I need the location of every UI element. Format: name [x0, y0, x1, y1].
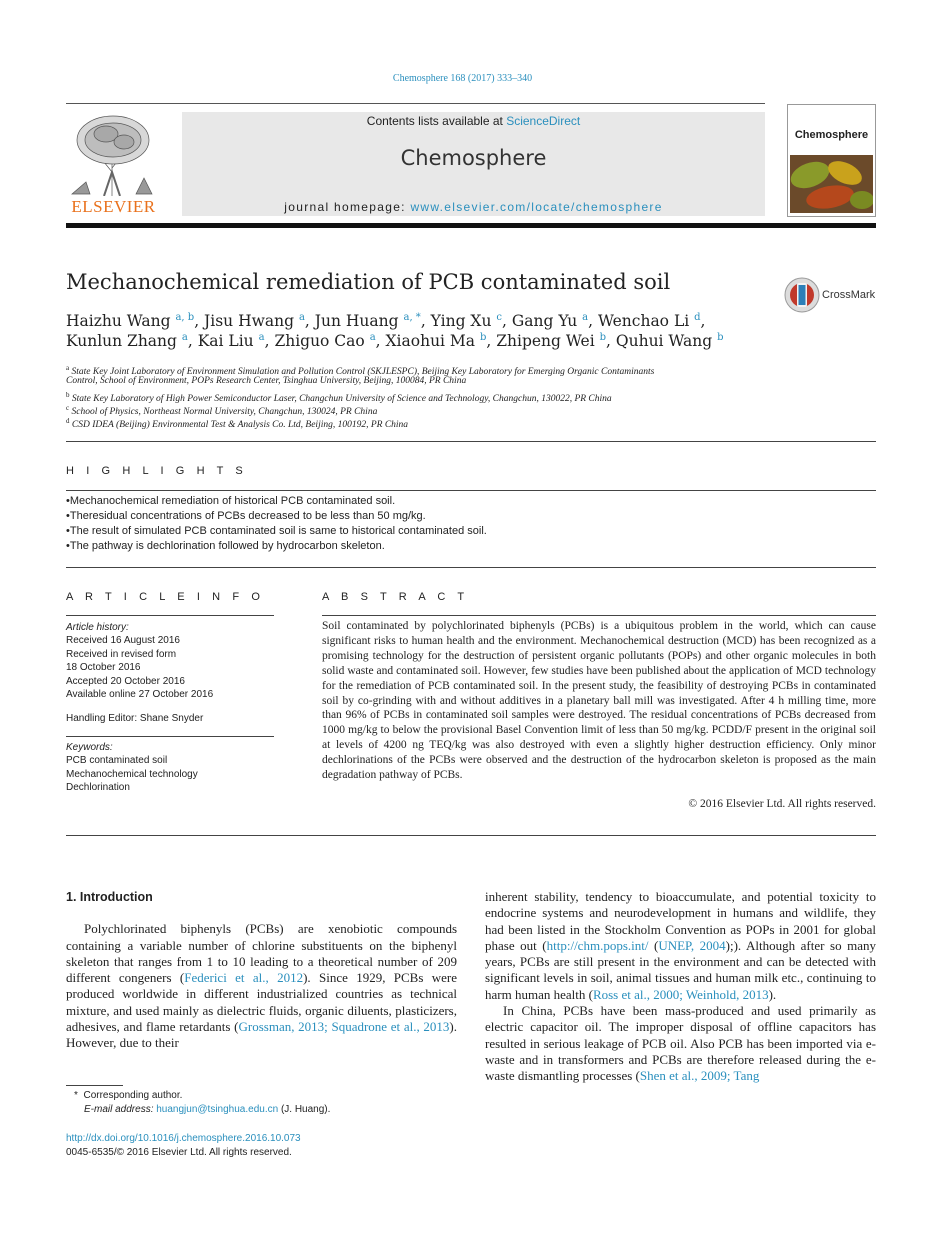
highlight-item: • Mechanochemical remediation of historical PCB contaminated soil. [66, 494, 487, 509]
divider-affiliations [66, 441, 876, 442]
author-affiliation-mark[interactable]: b [599, 332, 607, 343]
affiliation-line: $^d$ CSD IDEA (Beijing) Environmental Test & Analysis Co. Ltd, Beijing, 100192, PR China [66, 417, 409, 431]
intro-paragraph: Polychlorinated biphenyls (PCBs) are xenobiotic compounds containing a variable number of chlorine substituents on the biphenyl skeleton that ranges from 1 to 10 leading to a theoretical number of 209 different congeners (Federici et al., 2012). Since 1929, PCBs were produced worldwide in different industrialized countries as technical mixture, and used mainly as dielectric fluids, organic diluents, plasticizers, adhesives, and flame retardants (Grossman, 2013; Squadrone et al., 2013). However, due to their [66, 921, 458, 1051]
journal-name: Chemosphere [400, 146, 547, 170]
author-name: Ying Xu [430, 312, 492, 331]
cover-leaves-image [790, 155, 873, 213]
author-affiliation-mark[interactable]: a [298, 312, 305, 323]
author-affiliation-mark[interactable]: a [582, 312, 589, 323]
footnote-rule [66, 1085, 123, 1086]
article-info [66, 621, 274, 726]
affiliation-line: $^a$ State Key Joint Laboratory of Environment Simulation and Pollution Control (SKJLESPC), Beijing Key Laboratory for Emerging Organic Contaminants [66, 364, 655, 378]
author-affiliation-mark[interactable]: d [694, 312, 701, 323]
author-name: Jun Huang [314, 312, 399, 331]
article-title: Mechanochemical remediation of PCB contaminated soil [66, 270, 671, 294]
ref-link[interactable]: http://chm.pops.int/ [546, 937, 649, 953]
ref-link[interactable]: Ross et al., 2000; Weinhold, 2013 [592, 986, 769, 1002]
ref-link[interactable]: Shen et al., 2009; Tang [639, 1068, 760, 1084]
email-label: E-mail address: [84, 1103, 157, 1115]
affiliation-line: $^b$ State Key Laboratory of High Power Semiconductor Laser, Changchun University of Science and Technology, Changchun, 130022, PR China [66, 390, 612, 404]
footnote: * Corresponding author. E-mail address: huangjun@tsinghua.edu.cn (J. Huang). [74, 1090, 331, 1115]
authors-line-2: Kunlun Zhang $^a$, Kai Liu $^a$, Zhiguo Cao $^a$, Xiaohui Ma $^b$, Zhipeng Wei $^b$, Quhui Wang $^b$ [66, 332, 724, 351]
journal-banner [182, 112, 765, 216]
history-line: Accepted 20 October 2016 [66, 675, 185, 687]
history-line: Available online 27 October 2016 [66, 689, 214, 701]
author-name: Zhiguo Cao [274, 332, 365, 351]
author-name: Wenchao Li [597, 312, 690, 331]
ref-link[interactable]: Federici et al., 2012 [184, 970, 304, 986]
intro-paragraph-2: In China, PCBs have been mass-produced and used primarily as electric capacitor oil. The improper disposal of offline capacitors has resulted in serious leakage of PCB oil. Also PCB has been imported via e-waste and in transformers and PCBs are therefore released during the e-waste dismantling processes (Shen et al., 2009; Tang [485, 1003, 876, 1084]
crossmark-label: CrossMark [822, 289, 876, 301]
contents-line: Contents lists available at ScienceDirect [366, 114, 581, 128]
author-name: Zhipeng Wei [496, 332, 595, 351]
author-affiliation-mark[interactable]: a [181, 332, 188, 343]
author-name: Jisu Hwang [204, 312, 295, 331]
body-left-column [66, 889, 457, 1052]
crossmark-badge[interactable] [784, 277, 884, 313]
journal-cover[interactable] [787, 104, 876, 217]
highlights-list [66, 494, 487, 554]
keyword-item: PCB contaminated soil [66, 755, 168, 767]
affiliation-mark: a [66, 364, 70, 372]
cover-title: Chemosphere [794, 129, 869, 141]
elsevier-wordmark: ELSEVIER [71, 197, 156, 216]
highlight-item: • The pathway is dechlorination followed by hydrocarbon skeleton. [66, 539, 487, 554]
elsevier-tree-icon [66, 112, 161, 196]
author-affiliation-mark[interactable]: b [479, 332, 487, 343]
handling-editor: Handling Editor: Shane Snyder [66, 713, 204, 725]
affiliation-line: Control, School of Environment, POPs Research Center, Tsinghua University, Beijing, 100084, PR China [66, 376, 467, 387]
abstract-label: A B S T R A C T [322, 591, 469, 603]
crossmark-icon [784, 277, 820, 313]
journal-homepage: journal homepage: www.elsevier.com/locate/chemosphere [284, 200, 663, 214]
author-affiliation-mark[interactable]: a, b [175, 312, 195, 323]
elsevier-logo[interactable] [66, 112, 161, 217]
affiliation-mark: b [66, 390, 70, 399]
corresponding-author: Corresponding author. [83, 1090, 183, 1101]
body-right-column [485, 889, 876, 1085]
highlight-item: • Theresidual concentrations of PCBs decreased to be less than 50 mg/kg. [66, 509, 487, 524]
section-heading: 1. Introduction [66, 890, 153, 904]
header-rule [66, 103, 765, 104]
author-name: Quhui Wang [615, 332, 713, 351]
doi-link[interactable]: http://dx.doi.org/10.1016/j.chemosphere.2016.10.073 [66, 1133, 301, 1144]
affiliation-mark: d [66, 417, 70, 426]
issn-line: 0045-6535/© 2016 Elsevier Ltd. All rights reserved. [66, 1146, 292, 1158]
author-affiliation-mark[interactable]: a [369, 332, 376, 343]
ref-link[interactable]: Grossman, 2013; Squadrone et al., 2013 [238, 1019, 450, 1035]
abstract-copyright: © 2016 Elsevier Ltd. All rights reserved. [688, 798, 876, 810]
author-name: Kai Liu [197, 332, 254, 351]
footnote-star: * [74, 1090, 78, 1101]
divider-article-info [66, 615, 274, 616]
doi-block [66, 1132, 301, 1159]
keyword-item: Dechlorination [66, 782, 130, 794]
email-link[interactable]: huangjun@tsinghua.edu.cn [156, 1103, 279, 1115]
divider-abstract [322, 615, 876, 616]
highlights-label: H I G H L I G H T S [66, 465, 248, 477]
intro-paragraph-cont: inherent stability, tendency to bioaccumulate, and potential toxicity to endocrine systems and neurodevelopment in humans and wildlife, they had been listed in the Stockholm Convention as POPs in 2001 for global phase out (http://chm.pops.int/ (UNEP, 2004);). Although after so many years, PCBs are still present in the environment and can be detected with significant levels in soil, animal tissues and human milk etc., continuing to harm human health (Ross et al., 2000; Weinhold, 2013). [485, 889, 876, 1002]
author-name: Haizhu Wang [66, 312, 171, 331]
authors-line-1: Haizhu Wang $^{a, b}$, Jisu Hwang $^a$, Jun Huang $^{a, *}$, Ying Xu $^c$, Gang Yu $^a$, Wenchao Li $^d$, [66, 312, 706, 331]
affiliation-mark: c [66, 403, 70, 412]
divider-highlights-top [66, 490, 876, 491]
homepage-link[interactable]: www.elsevier.com/locate/chemosphere [410, 200, 663, 214]
header-thick-rule [66, 223, 876, 228]
author-name: Gang Yu [511, 312, 578, 331]
author-name: Kunlun Zhang [66, 332, 177, 351]
history-line: 18 October 2016 [66, 662, 141, 674]
divider-keywords [66, 736, 274, 737]
highlight-item: • The result of simulated PCB contaminated soil is same to historical contaminated soil. [66, 524, 487, 539]
history-label: Article history: [66, 622, 129, 633]
divider-highlights-bottom [66, 567, 876, 568]
sciencedirect-link[interactable]: ScienceDirect [506, 114, 581, 128]
divider-body [66, 835, 876, 836]
keywords-label: Keywords: [66, 742, 113, 753]
affiliation-line: $^c$ School of Physics, Northeast Normal University, Changchun, 130024, PR China [66, 403, 378, 418]
history-line: Received in revised form [66, 648, 177, 660]
history-line: Received 16 August 2016 [66, 635, 180, 647]
author-name: Xiaohui Ma [385, 332, 476, 351]
article-info-label: A R T I C L E I N F O [66, 591, 265, 603]
journal-citation[interactable]: Chemosphere 168 (2017) 333–340 [392, 73, 533, 84]
keyword-item: Mechanochemical technology [66, 768, 198, 780]
ref-link[interactable]: UNEP, 2004 [658, 937, 726, 953]
author-affiliation-mark[interactable]: c [496, 312, 502, 323]
author-affiliation-mark[interactable]: a, * [403, 312, 421, 323]
abstract-text: Soil contaminated by polychlorinated biphenyls (PCBs) is a ubiquitous problem in the world, which can cause significant risks to human health and the environment. Mechanochemical destruction (MCD) has been recognized as a promising technology for the destruction of persistent organic pollutants (POPs) and other organic molecules in both solid waste and contaminated soil. However, few studies have been published about the application of MCD technology for the remediation of PCB contaminated soil. In the present study, the feasibility of destroying PCBs in contaminated soil by co-grinding with and without additives in a planetary ball mill was investigated. After 4 h milling time, more than 96% of PCBs in contaminated soil samples were destroyed. The residual concentrations of PCBs decreased from 1000 mg/kg to below the provisional Basel Convention limit of less than 50 mg/kg. PCDD/F present in the original soil at levels of 4200 ng TEQ/kg was also destroyed with even a slightly higher destruction efficiency. Only minor dechlorinations of the PCBs were observed and the destruction of the hydrocarbon skeleton is proposed as the main degradation pathway of PCBs. [322, 620, 876, 782]
keywords [66, 741, 274, 795]
author-affiliation-mark[interactable]: a [258, 332, 265, 343]
author-affiliation-mark[interactable]: b [717, 332, 724, 343]
